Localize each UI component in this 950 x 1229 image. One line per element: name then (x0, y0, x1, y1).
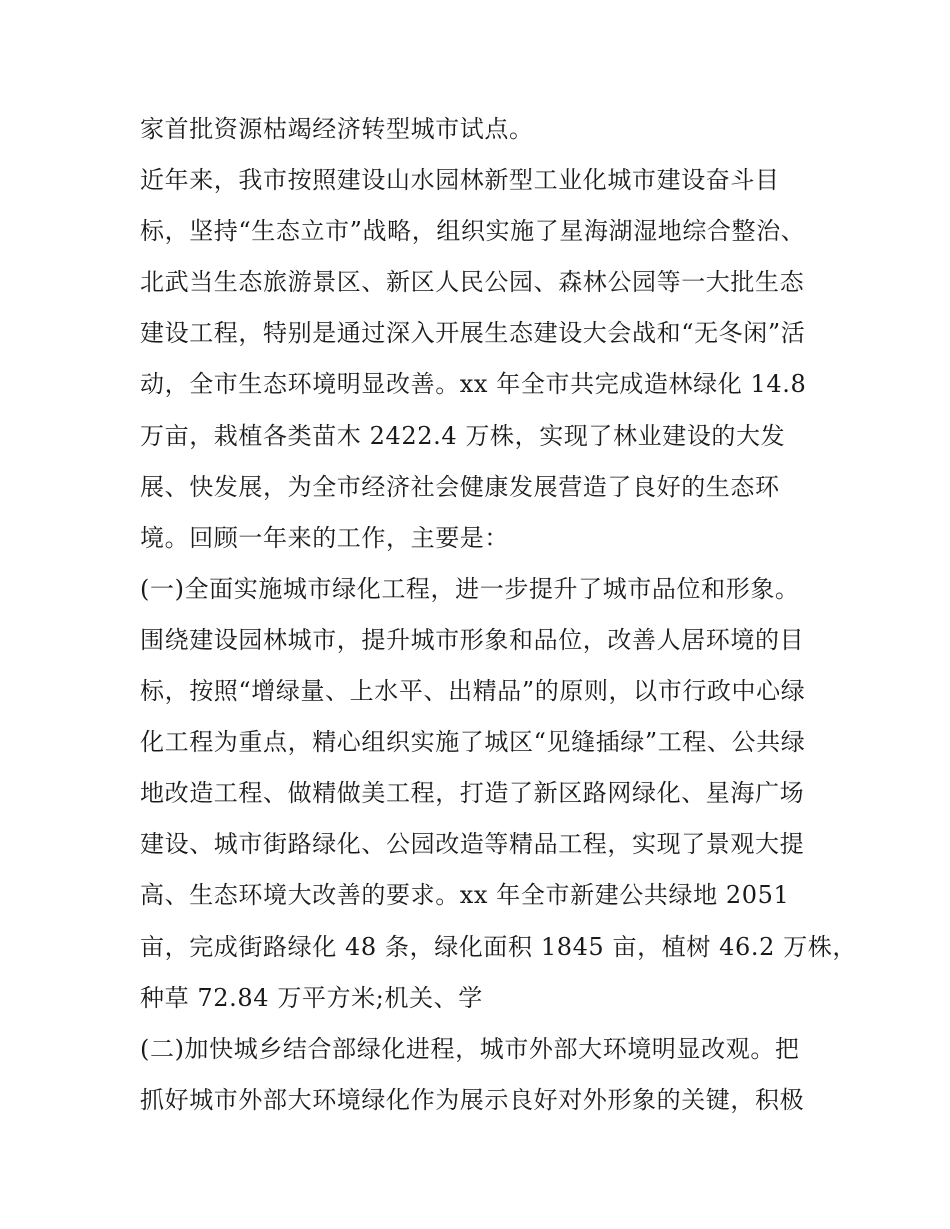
text-line-3: 标，坚持“生态立市”战略，组织实施了星海湖湿地综合整治、 (140, 217, 806, 246)
text-line-7: 万亩，栽植各类苗木 2422.4 万株，实现了林业建设的大发 (140, 421, 786, 450)
text-line-2: 近年来，我市按照建设山水园林新型工业化城市建设奋斗目 (140, 166, 780, 195)
text-line-15: 建设、城市街路绿化、公园改造等精品工程，实现了景观大提 (140, 830, 805, 859)
text-line-5: 建设工程，特别是通过深入开展生态建设大会战和“无冬闲”活 (140, 319, 806, 348)
text-line-16: 高、生态环境大改善的要求。xx 年全市新建公共绿地 2051 (140, 881, 790, 910)
text-line-8: 展、快发展，为全市经济社会健康发展营造了良好的生态环 (140, 472, 780, 501)
text-line-9: 境。回顾一年来的工作，主要是： (140, 523, 509, 552)
text-line-14: 地改造工程、做精做美工程，打造了新区路网绿化、星海广场 (140, 779, 805, 808)
text-line-6: 动，全市生态环境明显改善。xx 年全市共完成造林绿化 14.8 (140, 370, 807, 399)
document-body (140, 104, 858, 1126)
text-line-4: 北武当生态旅游景区、新区人民公园、森林公园等一大批生态 (140, 268, 805, 297)
text-line-20: 抓好城市外部大环境绿化作为展示良好对外形象的关键，积极 (140, 1085, 805, 1114)
section-heading-2: (二)加快城乡结合部绿化进程，城市外部大环境明显改观。把 (140, 1034, 800, 1063)
text-line-11: 围绕建设园林城市，提升城市形象和品位，改善人居环境的目 (140, 625, 805, 654)
text-line-13: 化工程为重点，精心组织实施了城区“见缝插绿”工程、公共绿 (140, 728, 806, 757)
text-line-18: 种草 72.84 万平方米;机关、学 (140, 983, 483, 1012)
text-line-1: 家首批资源枯竭经济转型城市试点。 (140, 115, 534, 143)
section-heading-1: (一)全面实施城市绿化工程，进一步提升了城市品位和形象。 (140, 574, 800, 603)
text-line-12: 标，按照“增绿量、上水平、出精品”的原则，以市行政中心绿 (140, 677, 806, 706)
text-line-17: 亩，完成街路绿化 48 条，绿化面积 1845 亩，植树 46.2 万株， (140, 932, 858, 961)
